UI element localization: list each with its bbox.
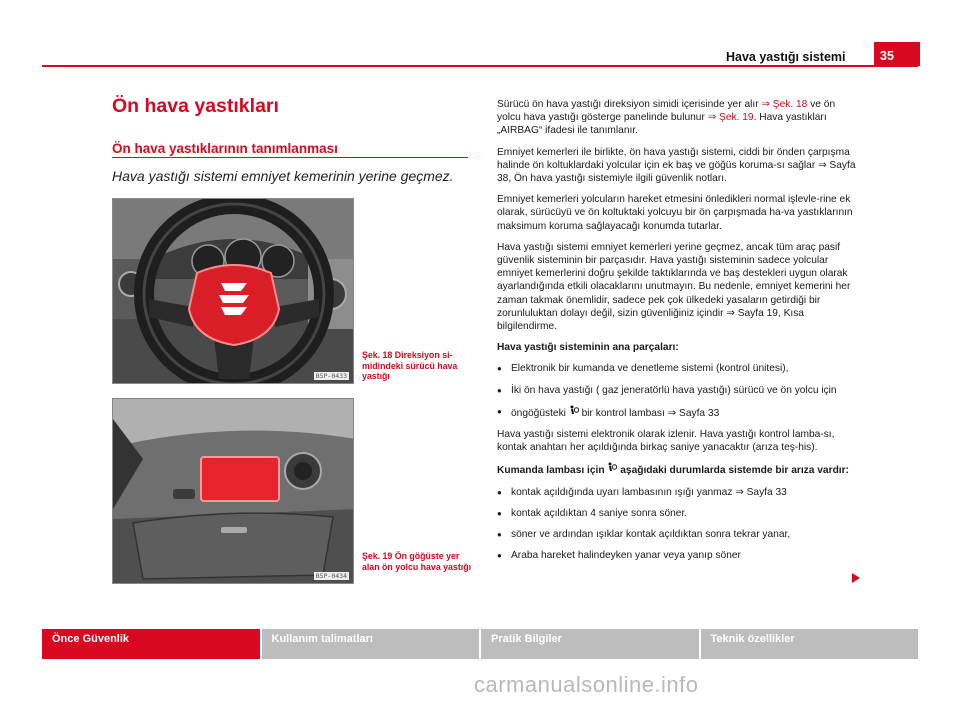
list-item: ● İki ön hava yastığı ( gaz jeneratörlü hava yastığı) sürücü ve ön yolcu için	[497, 384, 857, 397]
triangle-right-icon[interactable]	[852, 573, 860, 583]
figure-steering-wheel	[112, 198, 354, 384]
section-title: Ön hava yastıkları	[112, 95, 279, 117]
section-tabs	[42, 629, 918, 659]
tab-practical-info[interactable]: Pratik Bilgiler	[481, 629, 699, 659]
paragraph: Emniyet kemerleri yolcuların hareket etmesini önledikleri normal işlevle-rine ek olarak, sürücüyü ve ön koltuktaki yolcuyu bir ön çarpışmada ha-va yastıklarının maksimum koruma sağlayacağı konumda tutarlar.	[497, 194, 853, 232]
figure-18-caption: Şek. 18 Direksiyon si-midindeki sürücü hava yastığı	[362, 350, 458, 382]
fault-heading: Kumanda lambası için aşağıdaki durumlarda sistemde bir arıza vardır:	[497, 462, 857, 477]
list-item: ● kontak açıldıktan 4 saniye sonra söner.	[497, 507, 857, 520]
list-item: ● Araba hareket halindeyken yanar veya yanıp söner	[497, 549, 857, 562]
body-text	[497, 98, 857, 570]
figure-19-link[interactable]: ⇒ Şek. 19	[707, 112, 754, 124]
airbag-warning-icon	[569, 405, 579, 416]
list-item: ● Elektronik bir kumanda ve denetleme sistemi (kontrol ünitesi),	[497, 362, 857, 375]
subsection-title: Ön hava yastıklarının tanımlanması	[112, 141, 338, 156]
watermark: carmanualsonline.info	[474, 672, 699, 697]
header-rule	[42, 65, 918, 67]
figure-passenger-airbag	[112, 398, 354, 584]
steering-wheel-illustration	[113, 199, 354, 384]
paragraph: Hava yastığı sistemi elektronik olarak izlenir. Hava yastığı kontrol lamba-sı, kontak anahtarı her açıldığında birkaç saniye yanacaktır (arıza teş-his).	[497, 429, 835, 454]
paragraph: Hava yastığı sistemi emniyet kemerleri yerine geçmez, ancak tüm araç pasif güvenlik sisteminin bir parçasıdır. Hava yastığı sisteminin sadece yolcular emniyet kemerlerini doğru şekilde taktıklarında ve baş destekleri uygun olarak ayarlandığında etkili olacaklarını unutmayın. Bu nedenle, emniyet kemerini her zaman takmak önemlidir, sadece pek çok ülkedeki yasaların getirdiği bir zorunluluktan dolayı değil, sizin güvenliğiniz içindir ⇒ Sayfa 19, Kısa bilgilendirme.	[497, 241, 851, 333]
list-item: ● söner ve ardından ışıklar kontak açıldıktan sonra tekrar yanar,	[497, 528, 857, 541]
list-item: ● öngöğüsteki bir kontrol lambası ⇒ Sayfa 33	[497, 405, 857, 420]
list-item: ● kontak açıldığında uyarı lambasının ışığı yanmaz ⇒ Sayfa 33	[497, 486, 857, 499]
parts-heading: Hava yastığı sisteminin ana parçaları:	[497, 342, 679, 354]
airbag-warning-icon	[607, 462, 617, 473]
page-number: 35	[874, 42, 920, 66]
figure-19-caption: Şek. 19 Ön göğüste yer alan ön yolcu hava yastığı	[362, 551, 472, 572]
dashboard-illustration	[113, 399, 354, 584]
figure-18-link[interactable]: ⇒ Şek. 18	[761, 99, 808, 110]
lead-sentence: Hava yastığı sistemi emniyet kemerinin yerine geçmez.	[112, 168, 454, 184]
tab-technical-specs[interactable]: Teknik özellikler	[701, 629, 919, 659]
figure-code: B5P-0433	[315, 372, 347, 380]
paragraph: Sürücü ön hava yastığı direksiyon simidi içerisinde yer alır ⇒ Şek. 18 ve ön yolcu hava yastığı gösterge panelinde bulunur ⇒ Şek. 19. Hava yastıkları „AIRBAG“ ifadesi ile tanımlanır.	[497, 99, 836, 137]
subsection-rule	[112, 157, 468, 158]
tab-operating-instructions[interactable]: Kullanım talimatları	[262, 629, 480, 659]
chapter-title: Hava yastığı sistemi	[726, 50, 846, 64]
figure-code: B5P-0434	[315, 572, 347, 580]
tab-safety[interactable]: Önce Güvenlik	[42, 629, 260, 659]
paragraph: Emniyet kemerleri ile birlikte, ön hava yastığı sistemi, ciddi bir önden çarpışma halinde ön koltuklardaki yolcular için ek baş ve göğüs koruma-sı sağlar ⇒ Sayfa 38, Ön hava yastığı sistemiyle ilgili güvenlik notları.	[497, 146, 856, 185]
